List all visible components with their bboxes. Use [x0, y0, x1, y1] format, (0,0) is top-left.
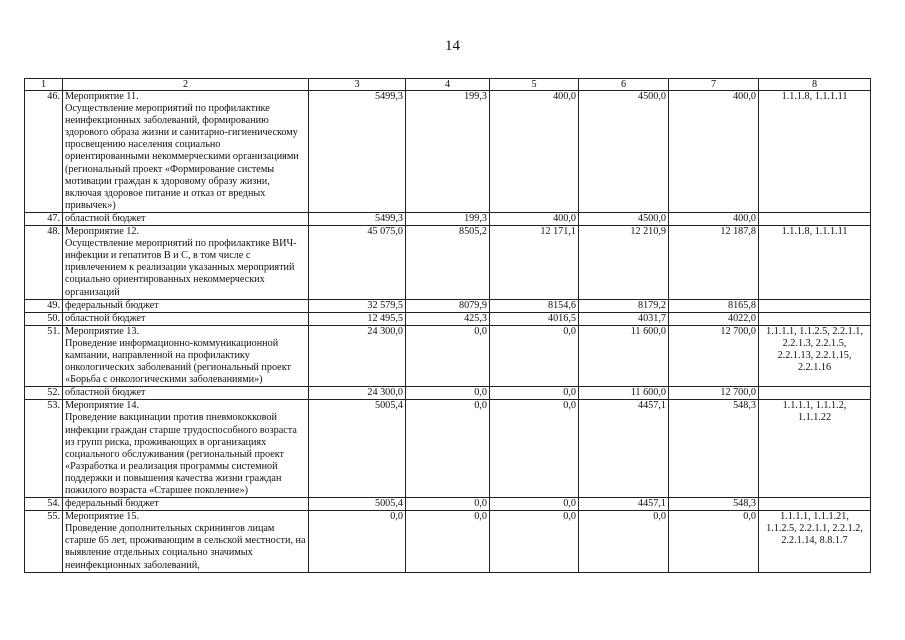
indicator-refs: 1.1.1.1, 1.1.1.2, 1.1.1.22 [759, 400, 871, 498]
row-number: 48. [25, 226, 63, 300]
table-row [25, 212, 871, 225]
amount-col-5: 0,0 [490, 325, 579, 386]
indicator-refs: 1.1.1.8, 1.1.1.11 [759, 226, 871, 300]
amount-total: 5499,3 [309, 91, 406, 213]
amount-col-6: 4031,7 [579, 312, 669, 325]
amount-total: 24 300,0 [309, 325, 406, 386]
activity-name: Мероприятие 15. Проведение дополнительных скринингов лицам старше 65 лет, проживающим в сельской местности, на выявление отдельных социально значимых неинфекционных заболеваний, [63, 511, 309, 572]
amount-col-4: 0,0 [406, 498, 490, 511]
amount-col-7: 8165,8 [669, 299, 759, 312]
amount-total: 5499,3 [309, 212, 406, 225]
row-number: 50. [25, 312, 63, 325]
amount-col-4: 199,3 [406, 212, 490, 225]
activity-name: Мероприятие 11. Осуществление мероприятий по профилактике неинфекционных заболеваний, формированию здорового образа жизни и санитарно-гигиеническому просвещению населения социально ориентированными некоммерческими организациями (региональный проект «Формирование системы мотивации граждан к здоровому образу жизни, включая здоровое питание и отказ от вредных привычек») [63, 91, 309, 213]
amount-col-4: 425,3 [406, 312, 490, 325]
table-row [25, 299, 871, 312]
amount-col-5: 400,0 [490, 91, 579, 213]
amount-col-7: 400,0 [669, 212, 759, 225]
column-header: 5 [490, 79, 579, 91]
amount-col-7: 548,3 [669, 498, 759, 511]
amount-col-4: 0,0 [406, 387, 490, 400]
amount-col-5: 400,0 [490, 212, 579, 225]
activity-name: областной бюджет [63, 212, 309, 225]
amount-total: 24 300,0 [309, 387, 406, 400]
amount-col-6: 0,0 [579, 511, 669, 572]
amount-col-4: 8079,9 [406, 299, 490, 312]
amount-col-5: 0,0 [490, 387, 579, 400]
amount-col-6: 11 600,0 [579, 387, 669, 400]
row-number: 49. [25, 299, 63, 312]
amount-col-5: 12 171,1 [490, 226, 579, 300]
amount-col-7: 12 187,8 [669, 226, 759, 300]
amount-col-6: 4500,0 [579, 212, 669, 225]
amount-col-6: 11 600,0 [579, 325, 669, 386]
amount-col-7: 4022,0 [669, 312, 759, 325]
table-row [25, 498, 871, 511]
header-row [25, 79, 871, 91]
table-row [25, 91, 871, 213]
activity-name: Мероприятие 14. Проведение вакцинации против пневмококковой инфекции граждан старше трудоспособного возраста из групп риска, проживающих в организациях социального обслуживания (региональный проект «Разработка и реализация программы системной поддержки и повышения качества жизни граждан пожилого возраста «Старшее поколение») [63, 400, 309, 498]
column-header: 3 [309, 79, 406, 91]
amount-col-6: 8179,2 [579, 299, 669, 312]
column-header: 8 [759, 79, 871, 91]
amount-col-4: 199,3 [406, 91, 490, 213]
amount-total: 0,0 [309, 511, 406, 572]
table-row [25, 325, 871, 386]
indicator-refs: 1.1.1.8, 1.1.1.11 [759, 91, 871, 213]
amount-col-6: 12 210,9 [579, 226, 669, 300]
activity-name: областной бюджет [63, 387, 309, 400]
amount-total: 45 075,0 [309, 226, 406, 300]
amount-total: 5005,4 [309, 498, 406, 511]
table-row [25, 387, 871, 400]
amount-col-7: 12 700,0 [669, 325, 759, 386]
activity-name: федеральный бюджет [63, 498, 309, 511]
amount-col-4: 0,0 [406, 511, 490, 572]
amount-col-5: 0,0 [490, 511, 579, 572]
column-header: 7 [669, 79, 759, 91]
amount-col-4: 0,0 [406, 400, 490, 498]
amount-col-7: 548,3 [669, 400, 759, 498]
amount-total: 12 495,5 [309, 312, 406, 325]
row-number: 55. [25, 511, 63, 572]
amount-col-7: 0,0 [669, 511, 759, 572]
amount-col-4: 8505,2 [406, 226, 490, 300]
page-number: 14 [445, 38, 460, 54]
row-number: 52. [25, 387, 63, 400]
budget-table [24, 78, 871, 573]
column-header: 6 [579, 79, 669, 91]
row-number: 54. [25, 498, 63, 511]
indicator-refs [759, 312, 871, 325]
row-number: 47. [25, 212, 63, 225]
amount-col-7: 400,0 [669, 91, 759, 213]
activity-name: федеральный бюджет [63, 299, 309, 312]
table-row [25, 400, 871, 498]
indicator-refs [759, 212, 871, 225]
table-row [25, 511, 871, 572]
amount-col-5: 0,0 [490, 498, 579, 511]
amount-col-6: 4457,1 [579, 400, 669, 498]
indicator-refs [759, 387, 871, 400]
amount-col-5: 4016,5 [490, 312, 579, 325]
indicator-refs [759, 498, 871, 511]
indicator-refs: 1.1.1.1, 1.1.2.5, 2.2.1.1, 2.2.1.3, 2.2.1.5, 2.2.1.13, 2.2.1.15, 2.2.1.16 [759, 325, 871, 386]
amount-col-4: 0,0 [406, 325, 490, 386]
activity-name: Мероприятие 13. Проведение информационно-коммуникационной кампании, направленной на профилактику онкологических заболеваний (региональный проект «Борьба с онкологическими заболеваниями») [63, 325, 309, 386]
column-header: 1 [25, 79, 63, 91]
table-row [25, 226, 871, 300]
activity-name: Мероприятие 12. Осуществление мероприятий по профилактике ВИЧ-инфекции и гепатитов В и С, в том числе с привлечением к реализации указанных мероприятий социально ориентированных некоммерческих организаций [63, 226, 309, 300]
amount-col-6: 4457,1 [579, 498, 669, 511]
amount-total: 32 579,5 [309, 299, 406, 312]
row-number: 46. [25, 91, 63, 213]
indicator-refs [759, 299, 871, 312]
column-header: 4 [406, 79, 490, 91]
amount-col-5: 8154,6 [490, 299, 579, 312]
row-number: 51. [25, 325, 63, 386]
amount-total: 5005,4 [309, 400, 406, 498]
row-number: 53. [25, 400, 63, 498]
table-row [25, 312, 871, 325]
amount-col-7: 12 700,0 [669, 387, 759, 400]
column-header: 2 [63, 79, 309, 91]
amount-col-6: 4500,0 [579, 91, 669, 213]
amount-col-5: 0,0 [490, 400, 579, 498]
indicator-refs: 1.1.1.1, 1.1.1.21, 1.1.2.5, 2.2.1.1, 2.2.1.2, 2.2.1.14, 8.8.1.7 [759, 511, 871, 572]
activity-name: областной бюджет [63, 312, 309, 325]
